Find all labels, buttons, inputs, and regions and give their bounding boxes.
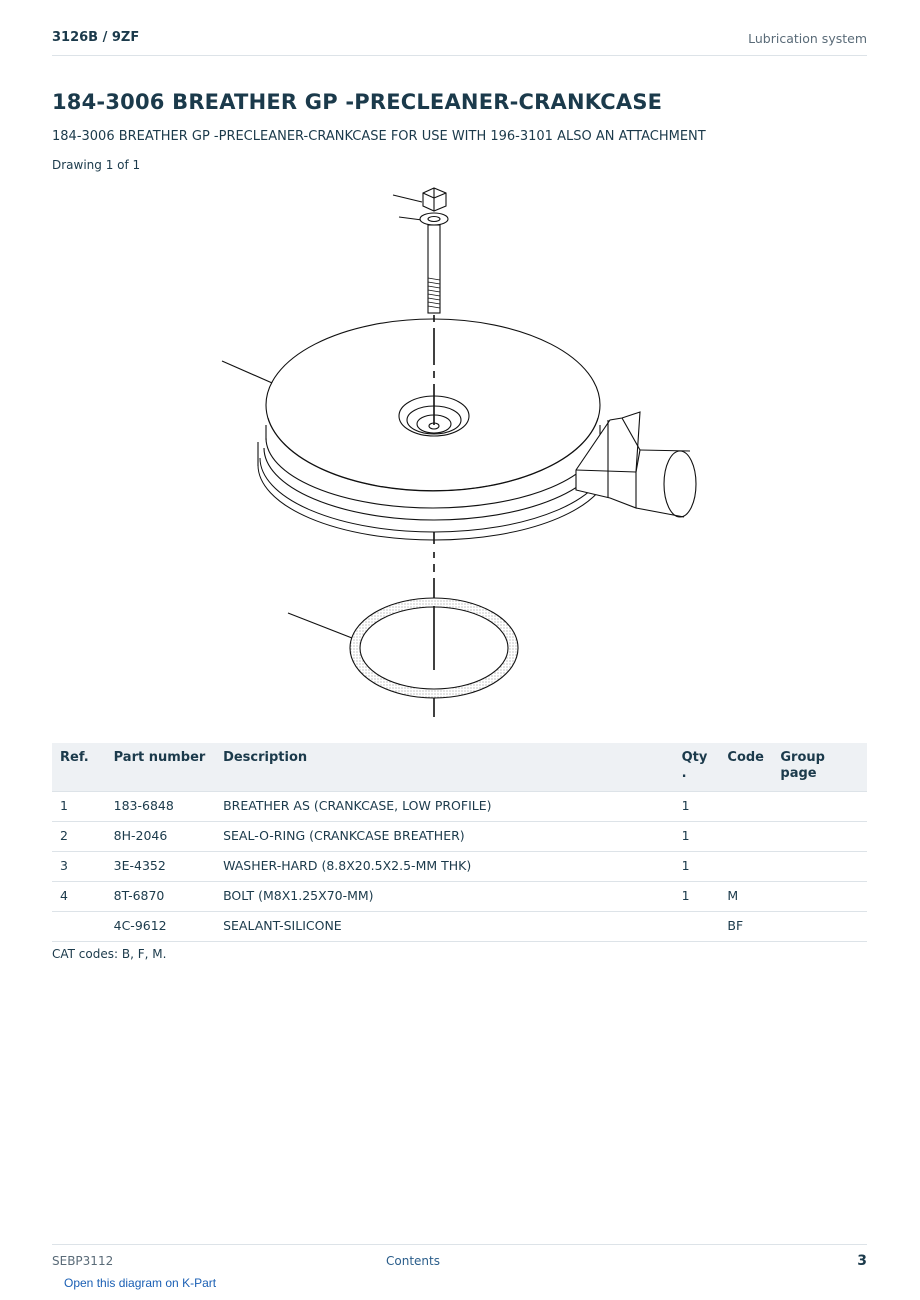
cell-group-page [772,792,867,822]
cell-group-page [772,822,867,852]
page-header [52,28,867,56]
leader-line-oring [288,613,352,638]
contents-link[interactable]: Contents [386,1254,440,1268]
page-footer [52,1244,867,1269]
cell-part-number: 4C-9612 [106,912,215,942]
cell-part-number: 183-6848 [106,792,215,822]
cell-ref: 3 [52,852,106,882]
column-header-group-page: Group page [772,743,867,792]
cell-code [719,822,772,852]
cell-code [719,852,772,882]
cat-codes-note: CAT codes: B, F, M. [52,947,167,961]
cell-ref [52,912,106,942]
page-title: 184-3006 BREATHER GP -PRECLEANER-CRANKCASE [52,90,663,114]
breather-assembly-drawing [258,319,696,540]
parts-diagram [200,180,720,725]
cell-qty [674,912,720,942]
cell-group-page [772,912,867,942]
column-header-qty: Qty . [674,743,720,792]
model-serial-label: 3126B / 9ZF [52,30,140,45]
table-header-row [52,743,867,792]
cell-qty: 1 [674,822,720,852]
column-header-code: Code [719,743,772,792]
column-header-ref: Ref. [52,743,106,792]
cell-description: BREATHER AS (CRANKCASE, LOW PROFILE) [215,792,674,822]
parts-table [52,743,867,942]
table-row [52,852,867,882]
document-id: SEBP3112 [52,1254,114,1268]
leader-line-washer [399,217,422,220]
leader-line-bolt [393,195,422,202]
cell-qty: 1 [674,792,720,822]
drawing-count: Drawing 1 of 1 [52,158,141,172]
cell-description: SEALANT-SILICONE [215,912,674,942]
table-row [52,822,867,852]
cell-ref: 4 [52,882,106,912]
cell-ref: 2 [52,822,106,852]
page-number: 3 [857,1253,867,1269]
group-description: 184-3006 BREATHER GP -PRECLEANER-CRANKCASE FOR USE WITH 196-3101 ALSO AN ATTACHMENT [52,129,706,144]
cell-description: WASHER-HARD (8.8X20.5X2.5-MM THK) [215,852,674,882]
column-header-part-number: Part number [106,743,215,792]
cell-group-page [772,882,867,912]
cell-qty: 1 [674,882,720,912]
cell-code: BF [719,912,772,942]
cell-code [719,792,772,822]
cell-description: BOLT (M8X1.25X70-MM) [215,882,674,912]
cell-qty: 1 [674,852,720,882]
table-row [52,792,867,822]
cell-part-number: 8H-2046 [106,822,215,852]
cell-part-number: 8T-6870 [106,882,215,912]
cell-description: SEAL-O-RING (CRANKCASE BREATHER) [215,822,674,852]
o-ring-drawing [350,598,518,698]
cell-group-page [772,852,867,882]
table-row [52,912,867,942]
cell-ref: 1 [52,792,106,822]
bolt-drawing [420,188,448,313]
column-header-description: Description [215,743,674,792]
cell-part-number: 3E-4352 [106,852,215,882]
table-row [52,882,867,912]
section-name: Lubrication system [748,31,867,46]
leader-line-breather [222,361,279,386]
open-on-kpart-link[interactable]: Open this diagram on K-Part [64,1276,217,1290]
cell-code: M [719,882,772,912]
